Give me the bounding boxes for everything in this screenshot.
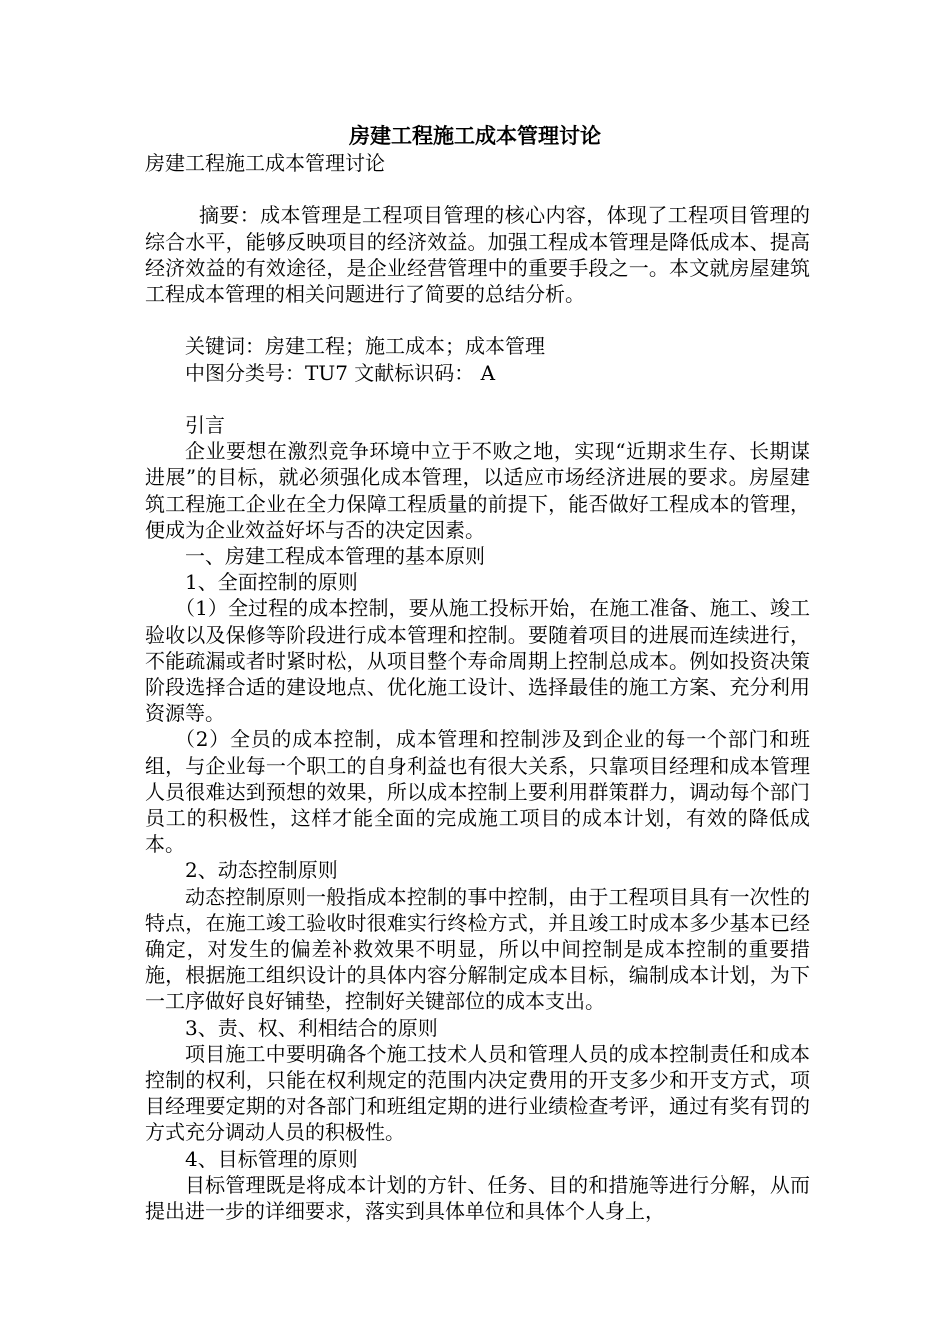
- keywords-line: 关键词：房建工程；施工成本；成本管理: [185, 334, 545, 359]
- subsection-2-paragraph: 动态控制原则一般指成本控制的事中控制，由于工程项目具有一次性的特点，在施工竣工验收时很难实行终检方式，并且竣工时成本多少基本已经确定，对发生的偏差补救效果不明显，所以中间控制是成本控制的重要措施，根据施工组织设计的具体内容分解制定成本目标，编制成本计划，为下一工序做好良好铺垫，控制好关键部位的成本支出。: [145, 884, 810, 1014]
- subsection-heading-2: 2、动态控制原则: [185, 858, 338, 883]
- spacer: [145, 176, 810, 202]
- classification-line: 中图分类号：TU7 文献标识码： A: [185, 360, 496, 385]
- section-heading-1: 一、房建工程成本管理的基本原则: [185, 544, 485, 568]
- subsection-1-paragraph-1: （1）全过程的成本控制，要从施工投标开始，在施工准备、施工、竣工验收以及保修等阶段进行成本管理和控制。要随着项目的进展而连续进行，不能疏漏或者时紧时松，从项目整个寿命周期上控制总成本。例如投资决策阶段选择合适的建设地点、优化施工设计、选择最佳的施工方案、充分利用资源等。: [145, 596, 810, 726]
- subsection-3-paragraph: 项目施工中要明确各个施工技术人员和管理人员的成本控制责任和成本控制的权利，只能在权利规定的范围内决定费用的开支多少和开支方式，项目经理要定期的对各部门和班组定期的进行业绩检查考评，通过有奖有罚的方式充分调动人员的积极性。: [145, 1041, 810, 1145]
- document-title: 房建工程施工成本管理讨论: [349, 124, 601, 148]
- spacer: [145, 307, 810, 333]
- subsection-heading-4: 4、目标管理的原则: [185, 1146, 358, 1171]
- subsection-heading-3: 3、责、权、利相结合的原则: [185, 1015, 438, 1040]
- intro-heading: 引言: [185, 412, 225, 437]
- document-body: [145, 150, 810, 1224]
- subsection-4-paragraph: 目标管理既是将成本计划的方针、任务、目的和措施等进行分解，从而提出进一步的详细要求，落实到具体单位和具体个人身上，: [145, 1172, 810, 1224]
- intro-paragraph: 企业要想在激烈竞争环境中立于不败之地，实现“近期求生存、长期谋进展”的目标，就必须强化成本管理，以适应市场经济进展的要求。房屋建筑工程施工企业在全力保障工程质量的前提下，能否做好工程成本的管理，便成为企业效益好坏与否的决定因素。: [145, 439, 810, 542]
- subsection-heading-1: 1、全面控制的原则: [185, 570, 358, 595]
- document-subtitle: 房建工程施工成本管理讨论: [145, 151, 385, 175]
- abstract-paragraph: 摘要：成本管理是工程项目管理的核心内容，体现了工程项目管理的综合水平，能够反映项目的经济效益。加强工程成本管理是降低成本、提高经济效益的有效途径，是企业经营管理中的重要手段之一。本文就房屋建筑工程成本管理的相关问题进行了简要的总结分析。: [145, 203, 810, 306]
- spacer: [145, 386, 810, 412]
- subsection-1-paragraph-2: （2）全员的成本控制，成本管理和控制涉及到企业的每一个部门和班组，与企业每一个职工的自身利益也有很大关系，只靠项目经理和成本管理人员很难达到预想的效果，所以成本控制上要利用群策群力，调动每个部门员工的积极性，这样才能全面的完成施工项目的成本计划，有效的降低成本。: [145, 727, 810, 857]
